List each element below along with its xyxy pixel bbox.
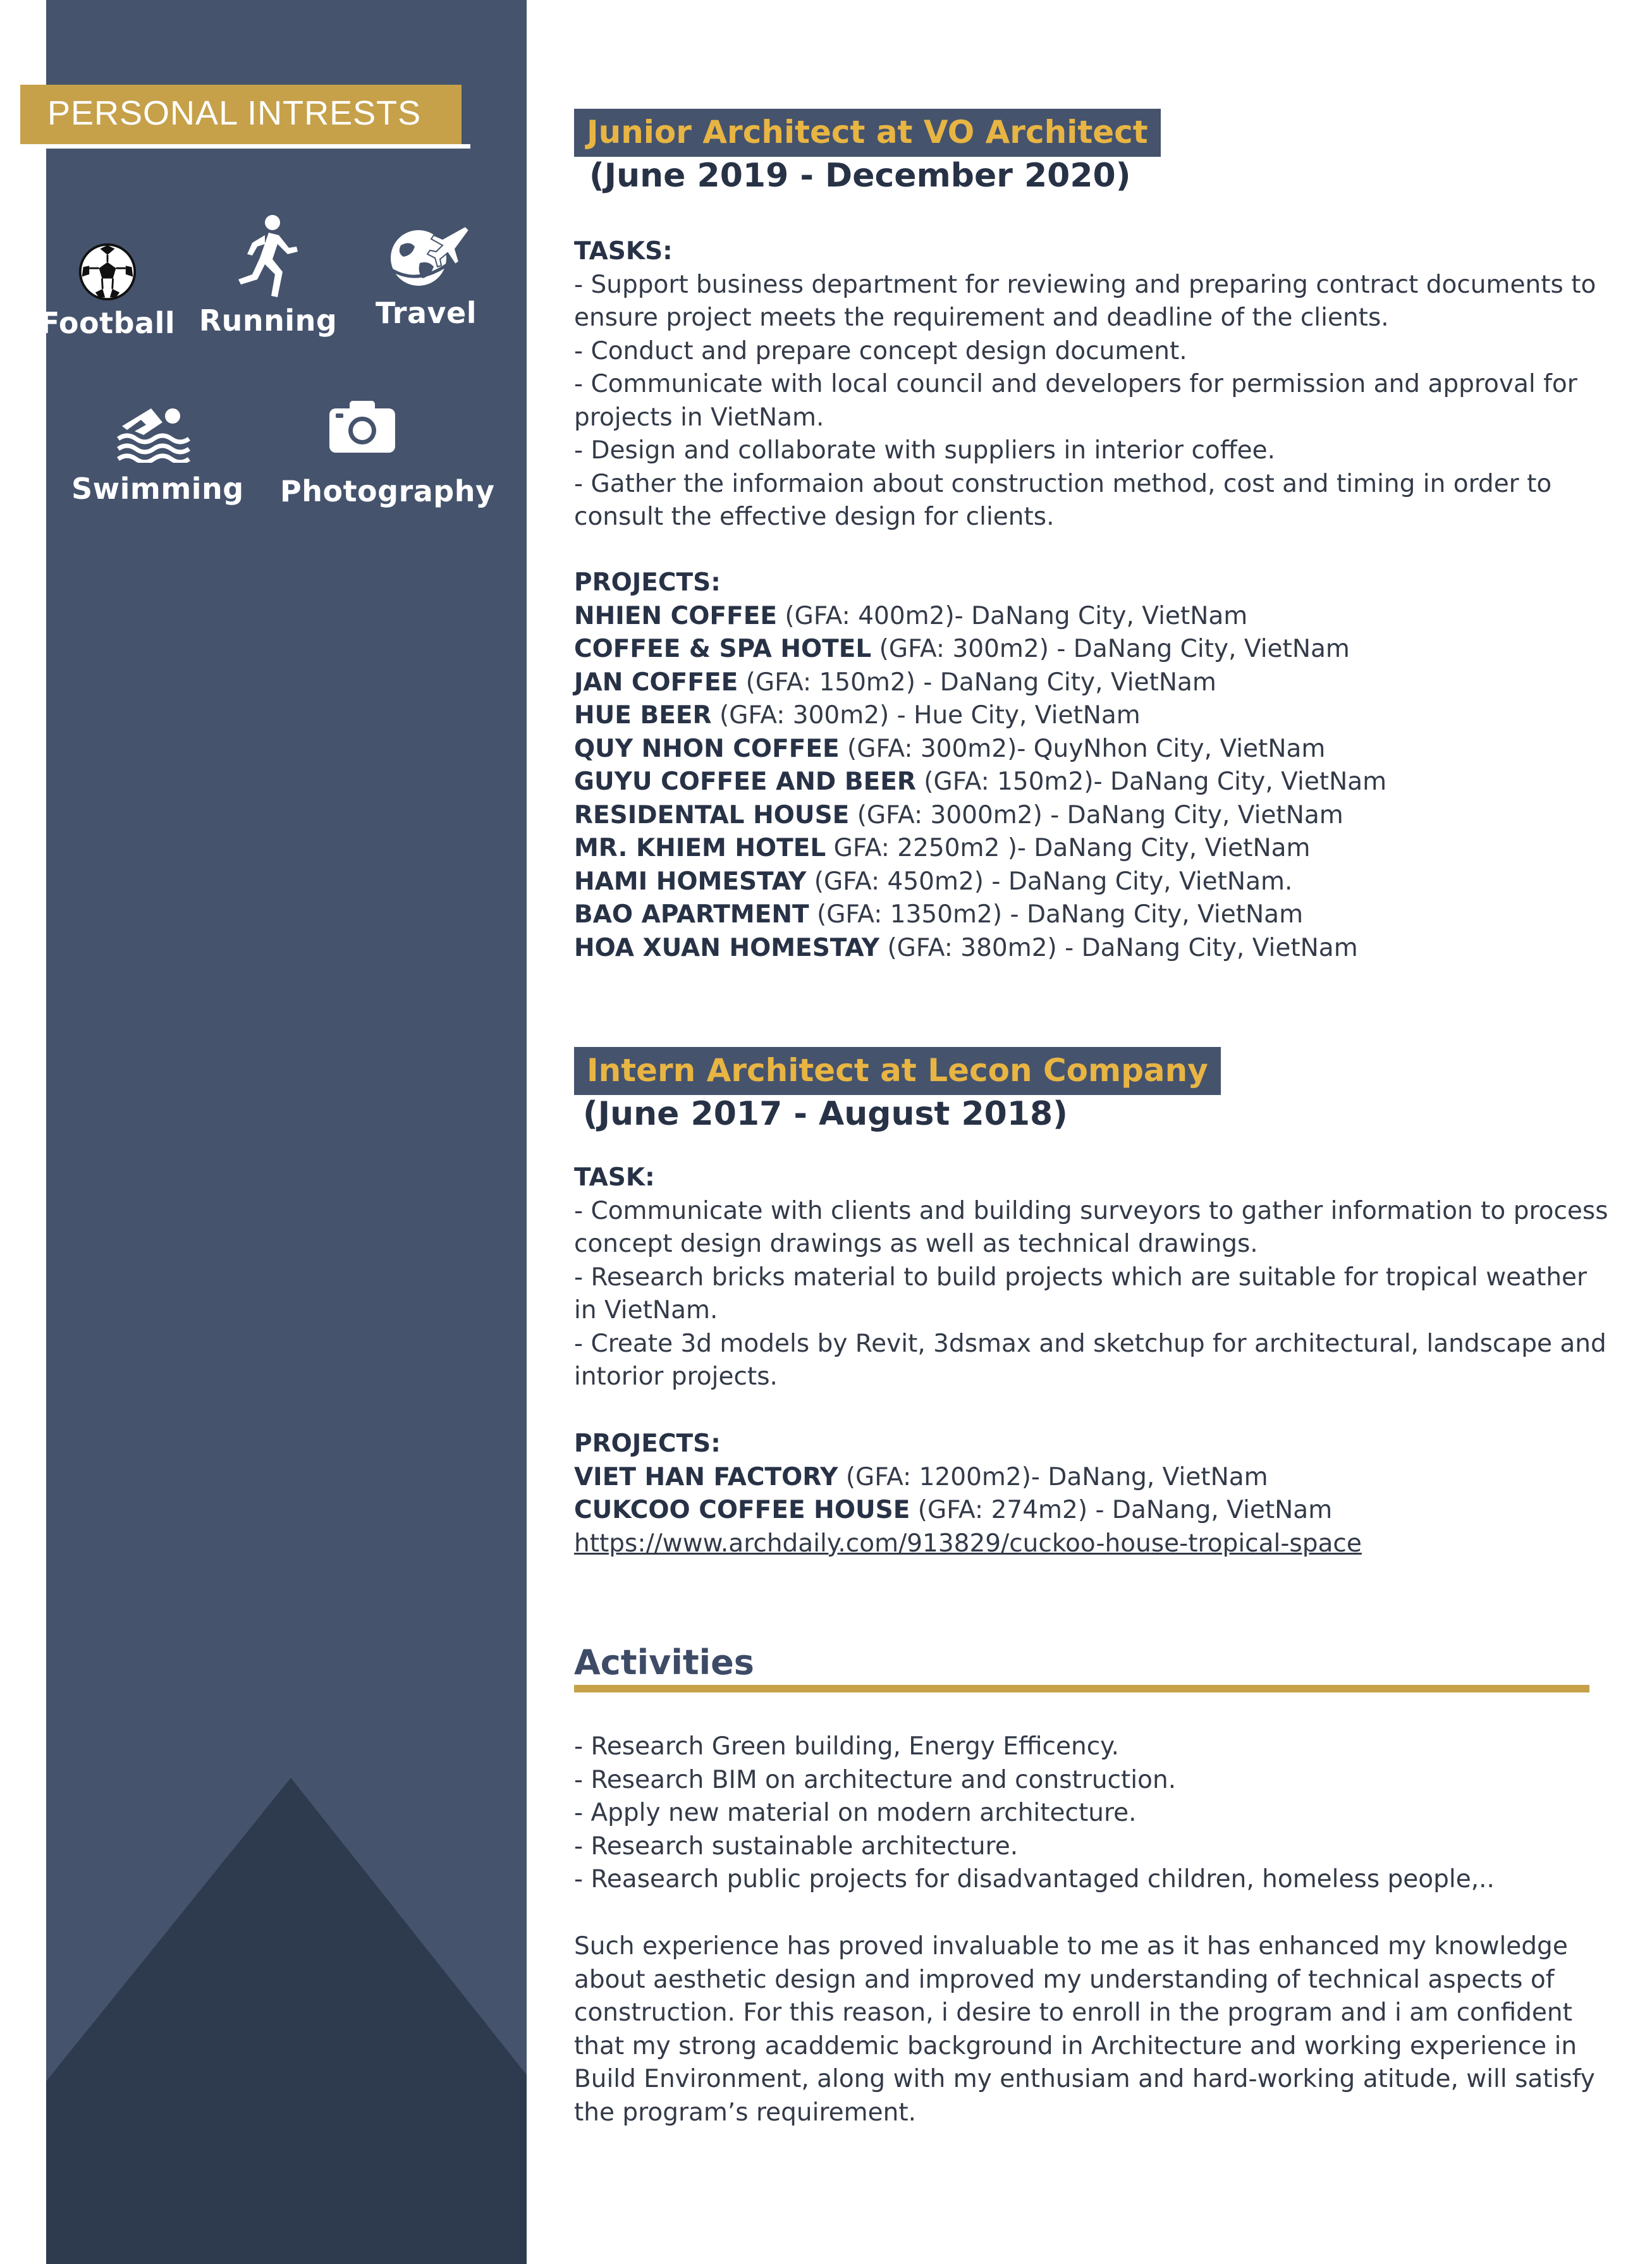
- task-item: - Research bricks material to build projects which are suitable for tropical weather in VietNam.: [574, 1263, 1588, 1325]
- interest-running: [186, 214, 350, 338]
- project-item: [574, 766, 1611, 799]
- activities-divider: [574, 1685, 1589, 1692]
- project-detail: (GFA: 1350m2) - DaNang City, VietNam: [809, 900, 1304, 929]
- interest-travel: [344, 224, 508, 330]
- task-item: - Conduct and prepare concept design document.: [574, 336, 1187, 365]
- project-detail: (GFA: 380m2) - DaNang City, VietNam: [879, 933, 1358, 962]
- interests-title: PERSONAL INTRESTS: [47, 94, 422, 132]
- activity-item: - Reasearch public projects for disadvantaged children, homeless people,..: [574, 1865, 1495, 1894]
- closing-paragraph: Such experience has proved invaluable to me as it has enhanced my knowledge about aesthetic design and improved my understanding of technical aspects of construction. For this reason, i desire to enroll in the program and i am confident that my strong acaddemic background in Architecture and working experience in Build Environment, along with my enthusiam and hard-working atitude, will satisfy the program’s requirement.: [574, 1932, 1595, 2127]
- project-detail: (GFA: 1200m2)- DaNang, VietNam: [838, 1462, 1268, 1491]
- task-item: - Create 3d models by Revit, 3dsmax and sketchup for architectural, landscape and intorior projects.: [574, 1329, 1606, 1391]
- task-item: - Design and collaborate with suppliers in interior coffee.: [574, 436, 1276, 465]
- job-1-details: [574, 235, 1611, 534]
- project-link[interactable]: https://www.archdaily.com/913829/cuckoo-house-tropical-space: [574, 1529, 1362, 1558]
- interest-label: Football: [39, 306, 176, 340]
- project-detail: (GFA: 3000m2) - DaNang City, VietNam: [849, 800, 1343, 829]
- activity-item: - Research Green building, Energy Efficency.: [574, 1732, 1120, 1761]
- project-name: QUY NHON COFFEE: [574, 734, 840, 763]
- project-item: [574, 898, 1611, 932]
- job-2-details: [574, 1161, 1611, 1394]
- project-name: HAMI HOMESTAY: [574, 867, 807, 896]
- project-detail: (GFA: 300m2) - Hue City, VietNam: [711, 701, 1141, 730]
- interest-swimming: [71, 397, 244, 506]
- project-item: [574, 866, 1611, 899]
- project-detail: (GFA: 274m2) - DaNang, VietNam: [910, 1496, 1333, 1524]
- activities-list: [574, 1730, 1611, 1897]
- project-name: COFFEE & SPA HOTEL: [574, 635, 872, 663]
- task-item: - Support business department for reviewing and preparing contract documents to ensure project meets the requirement and deadline of the clients.: [574, 270, 1596, 332]
- activity-item: - Research BIM on architecture and construction.: [574, 1765, 1177, 1794]
- project-detail: (GFA: 300m2)- QuyNhon City, VietNam: [839, 734, 1326, 763]
- job-1-projects: [574, 566, 1611, 965]
- tasks-heading: TASK:: [574, 1163, 655, 1192]
- project-name: VIET HAN FACTORY: [574, 1462, 838, 1491]
- camera-icon: [327, 398, 398, 455]
- project-item: [574, 1494, 1611, 1527]
- project-name: MR. KHIEM HOTEL: [574, 834, 826, 862]
- activity-item: - Apply new material on modern architecture.: [574, 1799, 1137, 1827]
- activity-item: - Research sustainable architecture.: [574, 1832, 1019, 1861]
- globe-plane-icon: [382, 224, 470, 290]
- project-item: [574, 1461, 1611, 1495]
- interest-label: Swimming: [71, 472, 244, 506]
- projects-heading: PROJECTS:: [574, 1429, 721, 1458]
- project-item: [574, 600, 1611, 633]
- interest-label: Travel: [375, 296, 477, 330]
- project-item: [574, 832, 1611, 866]
- interests-underline: [20, 144, 470, 149]
- tasks-heading: TASKS:: [574, 237, 673, 266]
- project-name: GUYU COFFEE AND BEER: [574, 768, 916, 796]
- interest-football: [25, 242, 190, 340]
- project-detail: (GFA: 300m2) - DaNang City, VietNam: [871, 635, 1350, 663]
- task-item: - Gather the informaion about construction method, cost and timing in order to consult the effective design for clients.: [574, 469, 1552, 531]
- job-dates: (June 2017 - August 2018): [583, 1095, 1068, 1133]
- task-item: - Communicate with clients and building surveyors to gather information to process concept design drawings as well as technical drawings.: [574, 1196, 1608, 1258]
- project-detail: (GFA: 150m2)- DaNang City, VietNam: [915, 768, 1387, 796]
- project-detail: (GFA: 450m2) - DaNang City, VietNam.: [806, 867, 1293, 896]
- project-item: [574, 699, 1611, 733]
- project-item: [574, 633, 1611, 666]
- interest-label: Photography: [280, 474, 495, 508]
- project-name: HOA XUAN HOMESTAY: [574, 933, 880, 962]
- project-name: CUKCOO COFFEE HOUSE: [574, 1496, 910, 1524]
- project-item: [574, 666, 1611, 700]
- projects-heading: PROJECTS:: [574, 568, 721, 597]
- project-detail: (GFA: 150m2) - DaNang City, VietNam: [738, 668, 1216, 697]
- project-detail: (GFA: 400m2)- DaNang City, VietNam: [777, 601, 1248, 630]
- project-item: [574, 733, 1611, 766]
- project-name: HUE BEER: [574, 701, 712, 730]
- swimmer-icon: [116, 397, 192, 463]
- job-title-banner: Intern Architect at Lecon Company: [574, 1047, 1221, 1095]
- project-name: BAO APARTMENT: [574, 900, 809, 929]
- project-item: [574, 932, 1611, 965]
- project-name: NHIEN COFFEE: [574, 601, 777, 630]
- project-name: RESIDENTAL HOUSE: [574, 800, 850, 829]
- task-item: - Communicate with local council and developers for permission and approval for projects in VietNam.: [574, 370, 1577, 432]
- job-2-projects: [574, 1428, 1611, 1560]
- job-title-banner: Junior Architect at VO Architect: [574, 109, 1161, 157]
- interest-photography: [280, 398, 495, 508]
- job-dates: (June 2019 - December 2020): [589, 157, 1131, 195]
- interest-label: Running: [199, 303, 338, 338]
- activities-closing: [574, 1930, 1611, 2129]
- activities-title: Activities: [574, 1643, 754, 1682]
- project-name: JAN COFFEE: [574, 668, 738, 697]
- project-detail: GFA: 2250m2 )- DaNang City, VietNam: [826, 834, 1311, 862]
- football-icon: [77, 242, 138, 302]
- runner-icon: [233, 214, 303, 302]
- project-item: [574, 799, 1611, 833]
